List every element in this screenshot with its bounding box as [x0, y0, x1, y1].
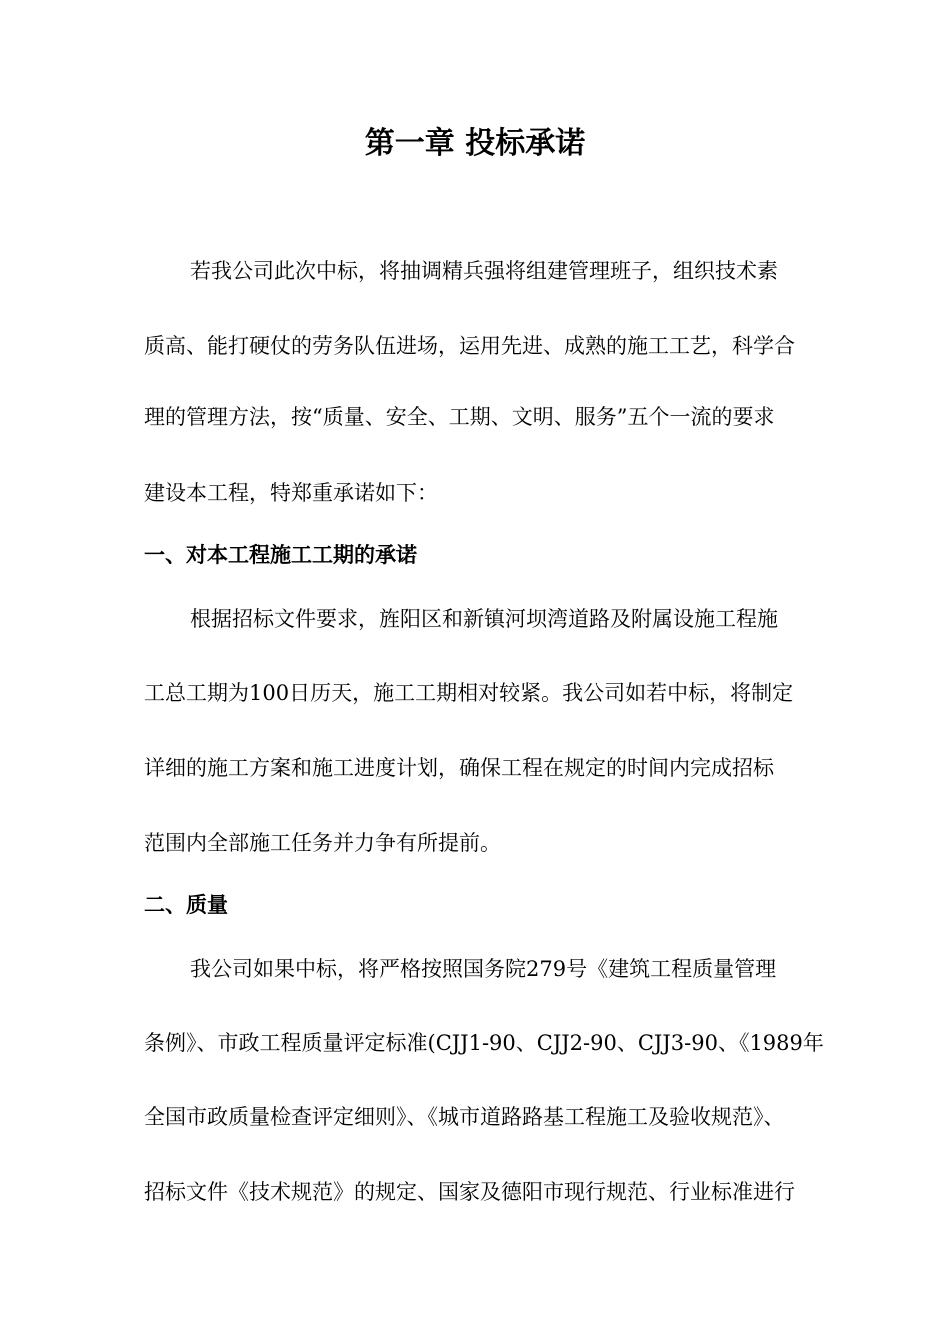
intro-paragraph-line: 若我公司此次中标，将抽调精兵强将组建管理班子，组织技术素: [190, 259, 778, 283]
intro-paragraph-line: 理的管理方法，按“质量、安全、工期、文明、服务”五个一流的要求: [144, 405, 775, 429]
schedule-paragraph-line: 详细的施工方案和施工进度计划，确保工程在规定的时间内完成招标: [144, 756, 774, 780]
quality-paragraph-line: 全国市政质量检查评定细则》、《城市道路路基工程施工及验收规范》、: [144, 1105, 785, 1129]
quality-paragraph-line: 招标文件《技术规范》的规定、国家及德阳市现行规范、行业标准进行: [144, 1180, 795, 1204]
section-heading-schedule: 一、对本工程施工工期的承诺: [144, 543, 417, 567]
quality-paragraph-line: 条例》、市政工程质量评定标准(CJJ1-90、CJJ2-90、CJJ3-90、《1989年: [144, 1031, 824, 1055]
schedule-paragraph-line: 范围内全部施工任务并力争有所提前。: [144, 831, 501, 855]
schedule-paragraph-line: 工总工期为100日历天，施工工期相对较紧。我公司如若中标，将制定: [144, 681, 794, 705]
section-heading-quality: 二、质量: [144, 893, 228, 917]
intro-paragraph-line: 建设本工程，特郑重承诺如下：: [144, 481, 438, 505]
chapter-title: 第一章 投标承诺: [364, 126, 586, 161]
intro-paragraph-line: 质高、能打硬仗的劳务队伍进场，运用先进、成熟的施工工艺，科学合: [144, 334, 795, 358]
quality-paragraph-line: 我公司如果中标，将严格按照国务院279号《建筑工程质量管理: [190, 957, 777, 981]
schedule-paragraph-line: 根据招标文件要求，旌阳区和新镇河坝湾道路及附属设施工程施: [190, 607, 778, 631]
